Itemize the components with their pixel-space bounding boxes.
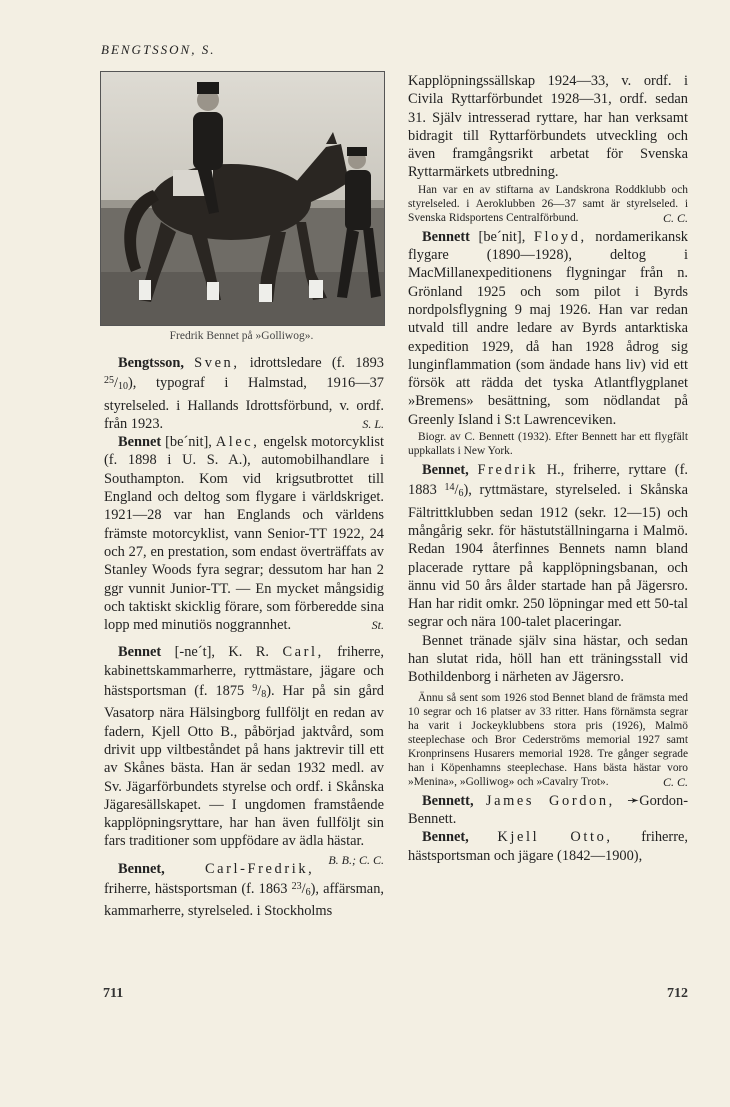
page-number-left: 711	[103, 986, 124, 1001]
author-signature: C. C.	[662, 210, 688, 225]
author-signature: S. L.	[362, 416, 384, 431]
date-fraction-sub: 6	[458, 488, 464, 500]
entry-bennett-floyd	[408, 228, 688, 429]
date-fraction-sub: 8	[261, 689, 267, 701]
author-signature: C. C.	[662, 774, 688, 789]
entry-first-name: Floyd,	[533, 228, 587, 245]
entry-text: friherre, hästsportsman (f. 1863	[104, 881, 292, 898]
date-fraction-sup: 9	[252, 683, 258, 695]
entry-bennett-james-gordon	[408, 792, 688, 829]
entry-text: H., friherre, ryttare (f. 1883	[408, 462, 688, 499]
entry-pronunciation: [be´nit],	[469, 228, 534, 245]
photo-fredrik-bennet-golliwog	[100, 71, 385, 326]
entry-text-cont: ). Har på sin gård Vasatorp nära Hälsingborg fullföljt en redan av fadern, Kjell Otto B., påbörjad jaktvård, som drivit upp viltbeståndet på hans jaktrevir till ett av Skånes bästa. Han är sedan 1932 medl. av Sv. Jägarförbundets styrelse och ordf. i Skånska Jägaresällskapet. — I ungdomen framstående kapplöpningsryttare, har han även fullföljt sin fars traditioner som uppfödare av ädla hästar.	[104, 683, 384, 850]
running-head: BENGTSSON, S.	[101, 42, 216, 57]
entry-text: friherre, kabinettskammarherre, ryttmästare, jägare och hästsportsman (f. 1875	[104, 644, 384, 700]
entry-name: Bennet	[118, 434, 162, 451]
entry-small-note: Biogr. av C. Bennett (1932). Efter Bennett har ett flygfält uppkallats i New York.	[408, 431, 688, 458]
entry-bennet-carl: Bennet [-ne´t], K. R. Carl, friherre, kabinettskammarherre, ryttmästare, jägare och hästsportsman (f. 1875 $^9$/8). Har på sin gård Vasatorp nära Hälsingborg fullföljt en redan av fadern, Kjell Otto B., påbörjad jaktvård, som drivit upp viltbeståndet på hans jaktrevir till ett av Skånes bästa. Han är sedan 1932 medl. av Sv. Jägarförbundets styrelse och ordf. i Skånska Jägaresällskapet. — I ungdomen framstående kapplöpningsryttare, har han även fullföljt sin fars traditioner som uppfödare av ädla hästar. B. B.; C. C.	[104, 643, 384, 850]
entry-name: Bennet,	[422, 462, 469, 479]
page-number-right: 712	[667, 986, 688, 1001]
horse-rider-illustration	[101, 72, 384, 325]
date-fraction-sub: 6	[305, 887, 311, 899]
author-signature: B. B.; C. C.	[328, 852, 384, 867]
entry-bennet-alec	[104, 433, 384, 634]
entry-pronunciation: [be´nit],	[161, 434, 216, 451]
entry-continuation: Kapplöpningssällskap 1924—33, v. ordf. i Civila Ryttarförbundet 1928—31, ordf. sedan 31. Själv intresserad ryttare, har han verksamt bidragit till Ryttarförbundets utveckling och även framgångsrikt arbetat för Svenska Ryttarmärkets utbredning.	[408, 73, 688, 181]
entry-name: Bengtsson,	[118, 355, 184, 371]
entry-small-note	[408, 183, 688, 225]
note-text: Ännu så sent som 1926 stod Bennet bland de främsta med 10 segrar och 16 platser av 33 ritter. Hans förnämsta segrar ha varit i Jockeyklubbens stora pris (1926), Malmö steeplechase och Bror Cederströms memorial 1927 samt Kronprinsens Husarers memorial 1928. Tre gånger segrade han i Köpenhamns steeplechase. Hans bästa hästar voro »Menina», »Golliwog» och »Cavalry Trot».	[408, 691, 688, 788]
date-fraction-sup: 23	[291, 881, 302, 893]
entry-small-note	[408, 691, 688, 789]
entry-name: Bennet,	[118, 860, 165, 877]
date-fraction-sup: 14	[444, 482, 455, 494]
entry-name: Bennet,	[422, 829, 469, 846]
entry-text: friherre, hästsportsman och jägare (1842—1900),	[408, 829, 688, 864]
entry-text-cont: ), affärsman, kammarherre, styrelseled. i Stockholms	[104, 881, 384, 920]
entry-bennet-fredrik: Bennet, Fredrik H., friherre, ryttare (f. 1883 $^{14}$/6), ryttmästare, styrelseled. i Skånska Fältrittklubben sedan 1912 (sekr. 12—15) och mångårig sekr. för hästutställningarna i Malmö. Redan 1904 återfinnes Bennets namn bland placerade ryttare på kapplöpningsbanan, och ännu vid 50 års ålder startade han på Jägersro. Han har ridit omkr. 250 löpningar med ett 50-tal segrar och nära 100-talet placeringar.	[408, 462, 688, 631]
author-signature: St.	[371, 618, 384, 633]
entry-text: nordamerikansk flygare (1890—1928), deltog i MacMillanexpeditionens flygningar från n. Grönland 1925 och som pilot i Byrds nordpolsflygning 9 maj 1926. Han var redan utvald till andre ledare av Byrds antarktiska expedition 1929, då han 1928 ådrog sig lunginflammation (som ändade hans liv) vid ett försök att rädda det tyska Atlantflygplanet »Bremens» besättning, som nödlandat på Greenly Island i S:t Lawrenceviken.	[408, 228, 689, 428]
entry-first-name: Sven,	[194, 355, 240, 371]
entry-text-cont: ), typograf i Halmstad, 1916—37 styrelseled. i Hallands Idrottsförbund, v. ordf. från 1923.	[104, 375, 384, 432]
entry-bennet-carl-fredrik: Bennet, Carl-Fredrik, friherre, hästsportsman (f. 1863 $^{23}$/6), affärsman, kammarherre, styrelseled. i Stockholms	[104, 860, 384, 920]
left-column	[104, 354, 384, 921]
entry-text-cont: ), ryttmästare, styrelseled. i Skånska Fältrittklubben sedan 1912 (sekr. 12—15) och mångårig sekr. för hästutställningarna i Malmö. Redan 1904 återfinnes Bennets namn bland placerade ryttare på kapplöpningsbanan, och ännu vid 50 års ålder startade han på Jägersro. Han har ridit omkr. 250 löpningar med ett 50-tal segrar och nära 100-talet placeringar.	[408, 482, 688, 631]
entry-text: engelsk motorcyklist (f. 1898 i U. S. A.), automobilhandlare i Southampton. Kom vid krigsutbrottet till England och deltog som flygare i världskriget. 1921—28 var han Englands och världens främste motorcyklist, vann Senior-TT 1922, 24 och 27, en prestation, som endast överträffats av Stanley Woods fyra segrar; dessutom har han 2 ggr vunnit Junior-TT. — En mycket mångsidig och taktiskt skicklig förare, som förberedde sina lopp med minutiös noggrannhet.	[104, 434, 384, 634]
entry-name: Bennet	[118, 644, 162, 661]
entry-bengtsson-sven: Bengtsson, Sven, idrottsledare (f. 1893 $^{25}$/10), typograf i Halmstad, 1916—37 styrelseled. i Hallands Idrottsförbund, v. ordf. från 1923. S. L.	[104, 355, 384, 432]
date-fraction-sup: 25	[104, 375, 114, 387]
entry-first-name: James Gordon,	[485, 792, 615, 809]
entry-name: Bennett,	[422, 792, 474, 809]
right-column	[408, 72, 688, 865]
entry-pronunciation: [-ne´t], K. R.	[161, 644, 283, 661]
date-fraction-sub: 10	[118, 381, 128, 393]
entry-paragraph: Bennet tränade själv sina hästar, och sedan han slutat rida, höll han ett träningsstall vid Bothildenborg i närheten av Jägersro.	[408, 632, 688, 686]
entry-first-name: Fredrik	[477, 462, 539, 479]
note-text: Han var en av stiftarna av Landskrona Roddklubb och styrelseled. i Aeroklubben 26—37 samt är styrelseled. i Svenska Ridsportens Centralförbund.	[408, 183, 688, 224]
entry-first-name: Carl,	[282, 644, 324, 661]
entry-name: Bennett	[422, 228, 470, 245]
entry-text: idrottsledare (f. 1893	[239, 355, 384, 371]
photo-caption: Fredrik Bennet på »Golliwog».	[169, 330, 314, 342]
entry-first-name: Carl-Fredrik,	[204, 860, 315, 877]
entry-bennet-kjell-otto	[408, 828, 688, 865]
entry-first-name: Alec,	[215, 434, 260, 451]
cross-reference: ➛Gordon-Bennett.	[408, 792, 688, 827]
entry-first-name: Kjell Otto,	[497, 829, 613, 846]
